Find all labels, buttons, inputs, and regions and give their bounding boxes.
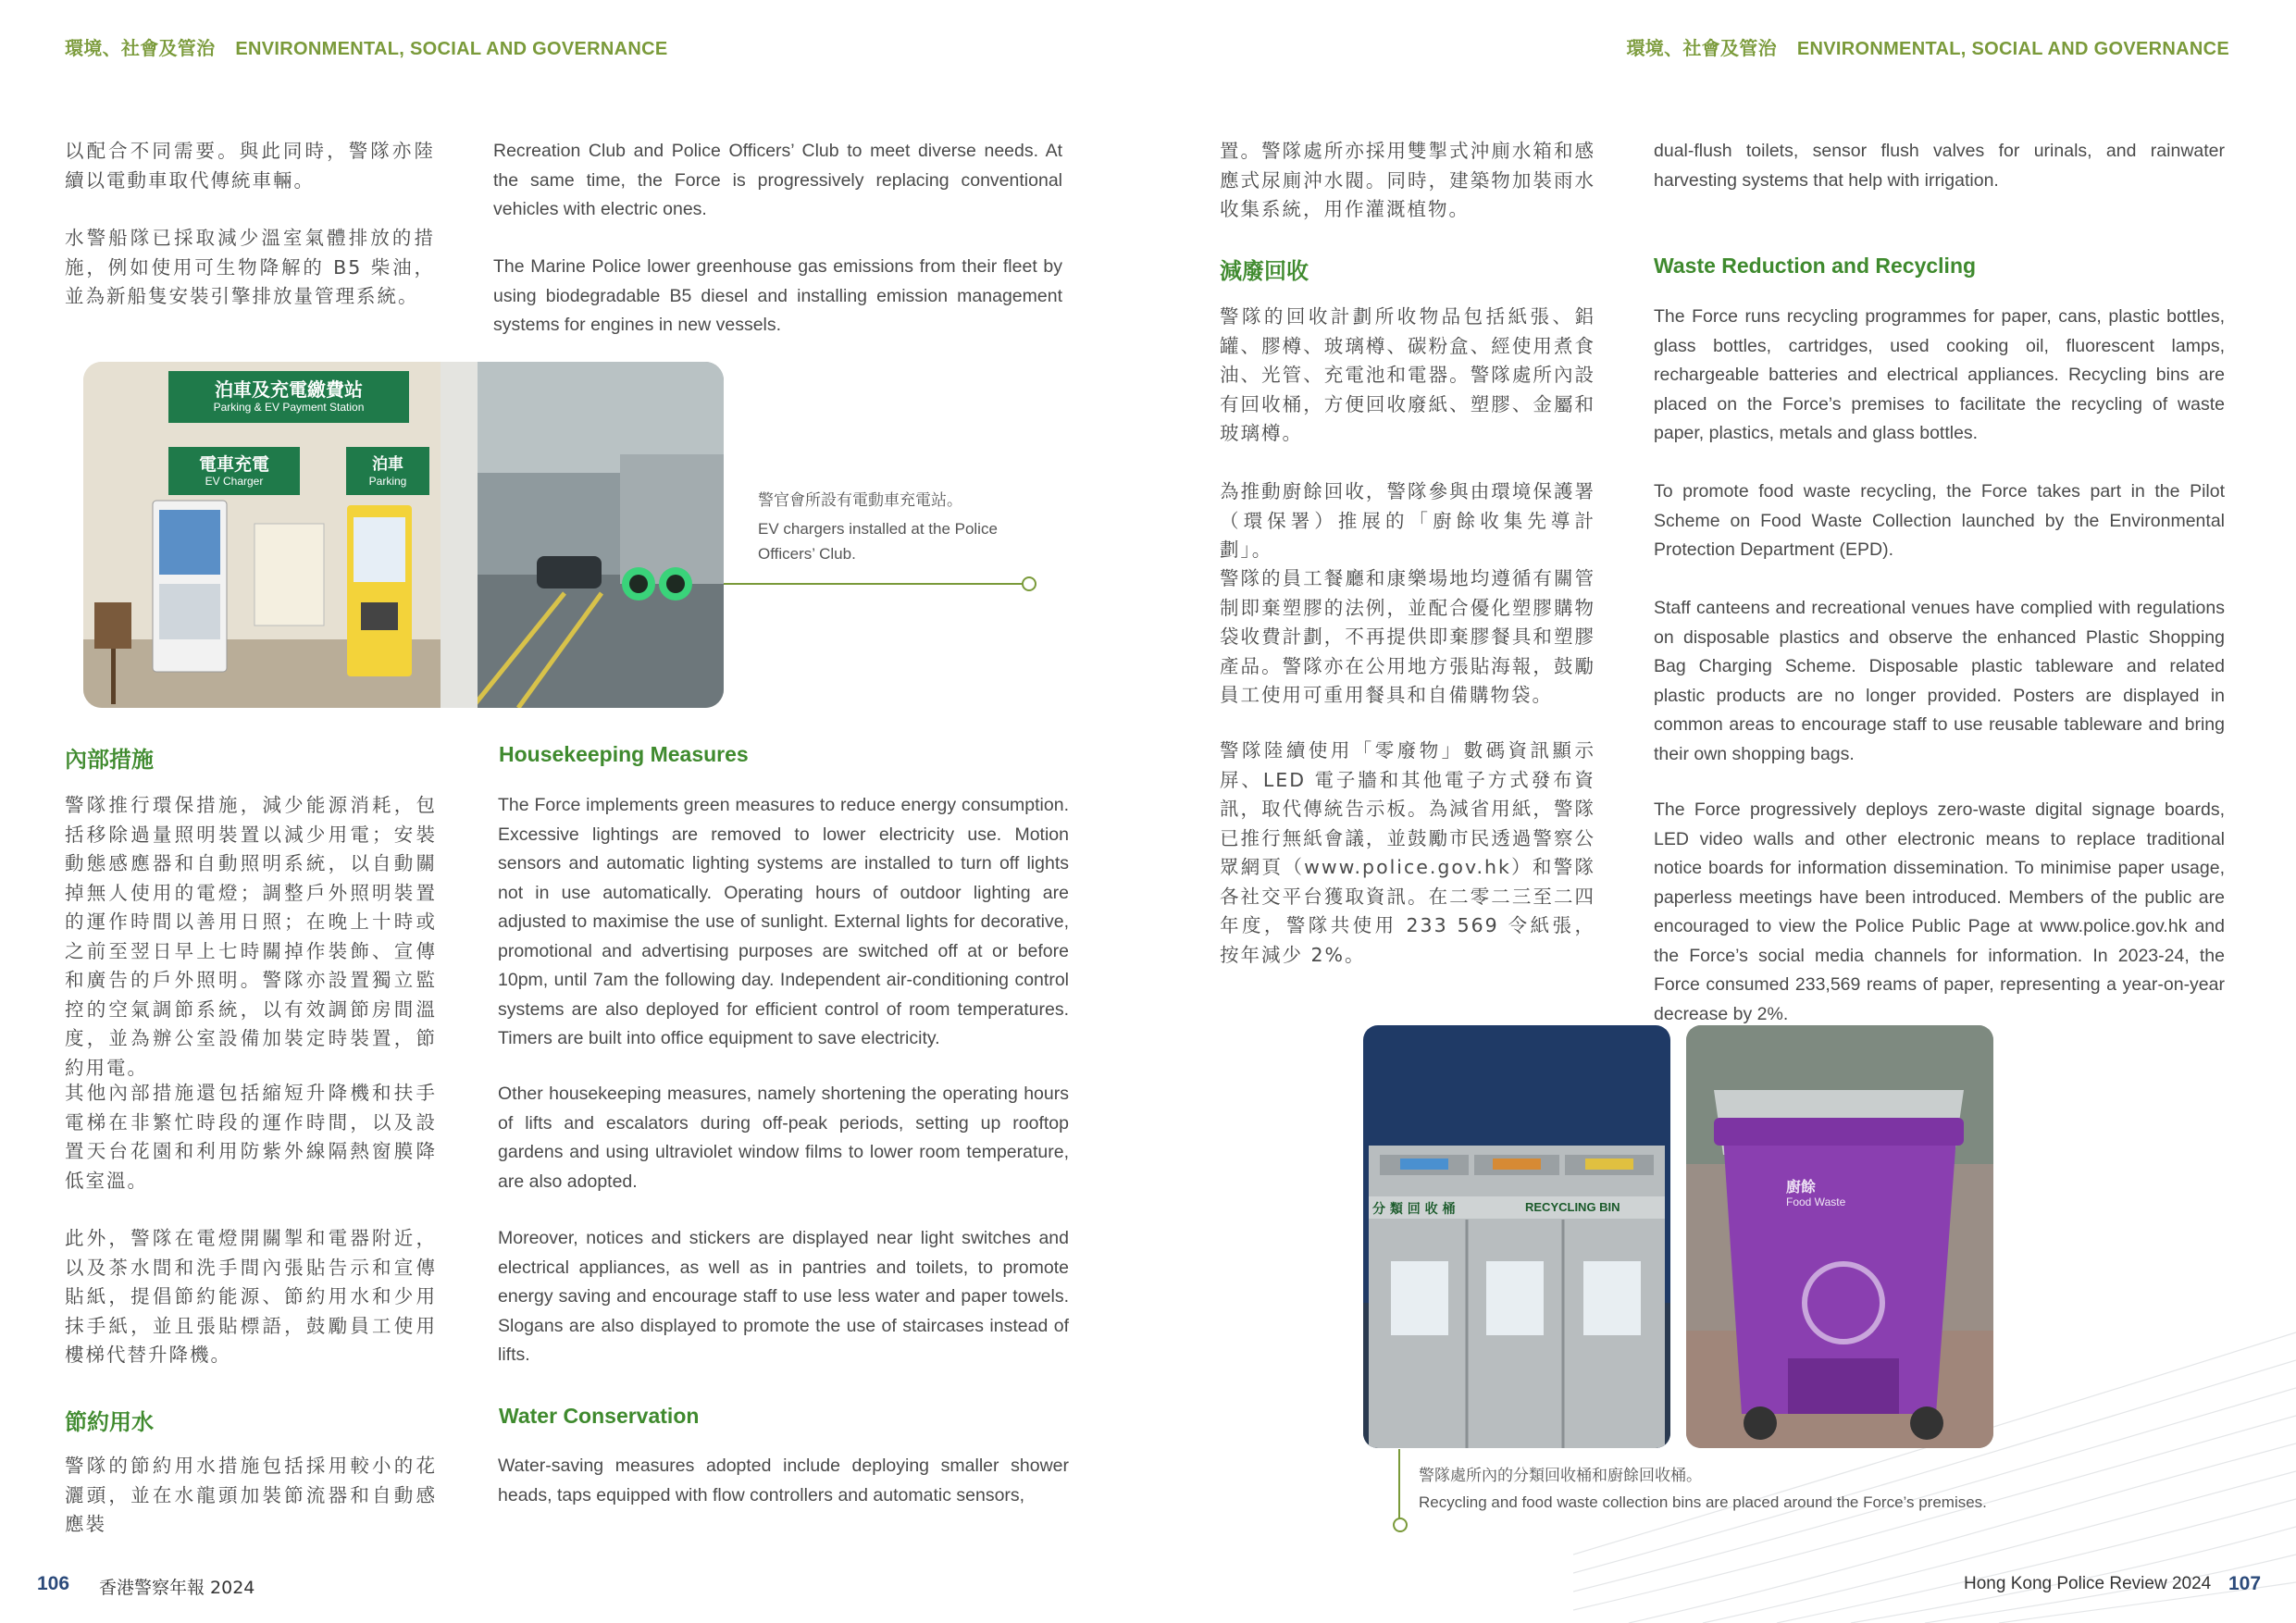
publication-title-right: Hong Kong Police Review 2024 <box>1964 1574 2212 1593</box>
ev-charger-photo <box>83 362 724 708</box>
waste-heading-en: Waste Reduction and Recycling <box>1654 254 1977 278</box>
intro-en-1: Recreation Club and Police Officers’ Club to meet diverse needs. At the same time, the Force is progressively replacing conventional vehicles with electric ones. <box>493 141 1062 219</box>
housekeeping-heading-en: Housekeeping Measures <box>499 742 749 766</box>
bins-caption-zh: 警隊處所內的分類回收桶和廚餘回收桶。 <box>1419 1467 1702 1485</box>
ev-caption-zh: 警官會所設有電動車充電站。 <box>758 491 962 510</box>
publication-title-left: 香港警察年報 2024 <box>99 1578 255 1598</box>
water-zh-1: 警隊的節約用水措施包括採用較小的花灑頭，並在水龍頭加裝節流器和自動感應裝 <box>65 1455 437 1535</box>
bins-caption-leader-dot <box>1393 1518 1408 1532</box>
housekeeping-en-3: Moreover, notices and stickers are displayed near light switches and electrical appliances, as well as in pantries and toilets, to promote energy saving and encourage staff to use less water and paper towels. Slogans are also displayed to promote the use of staircases instead of lifts. <box>498 1228 1069 1365</box>
waste-zh-3: 警隊的員工餐廳和康樂場地均遵循有關管制即棄塑膠的法例，並配合優化塑膠購物袋收費計劃，不再提供即棄膠餐具和塑膠產品。警隊亦在公用地方張貼海報，鼓勵員工使用可重用餐具和自備購物袋。 <box>1220 567 1595 706</box>
recycling-bin-label-en: RECYCLING BIN <box>1525 1200 1620 1214</box>
header-zh: 環境、社會及管治 <box>65 37 216 59</box>
sign-park-en: Parking <box>368 475 407 488</box>
housekeeping-zh-3: 此外，警隊在電燈開關掣和電器附近，以及茶水間和洗手間內張貼告示和宣傳貼紙，提倡節約能源、節約用水和少用抹手紙，並且張貼標語，鼓勵員工使用樓梯代替升降機。 <box>65 1227 437 1366</box>
left-page-header <box>65 33 668 60</box>
food-waste-label-en: Food Waste <box>1786 1196 1846 1208</box>
sign-ev-zh: 電車充電 <box>198 455 269 475</box>
intro-en: dual-flush toilets, sensor flush valves for urinals, and rainwater harvesting systems that help with irrigation. <box>1654 141 2225 191</box>
intro-zh-2: 水警船隊已採取減少溫室氣體排放的措施，例如使用可生物降解的 B5 柴油，並為新船隻安裝引擎排放量管理系統。 <box>65 227 435 307</box>
water-en-1: Water-saving measures adopted include deploying smaller shower heads, taps equipped with flow controllers and automatic sensors, <box>498 1456 1069 1505</box>
waste-zh-4: 警隊陸續使用「零廢物」數碼資訊顯示屏、LED 電子牆和其他電子方式發布資訊，取代傳統告示板。為減省用紙，警隊已推行無紙會議，並鼓勵市民透過警察公眾網頁（www.police.gov.hk）和警隊各社交平台獲取資訊。在二零二三至二四年度，警隊共使用 233 569 令紙張，按年減少 2%。 <box>1220 739 1595 966</box>
intro-zh: 置。警隊處所亦採用雙掣式沖廁水箱和感應式尿廁沖水閥。同時，建築物加裝雨水收集系統，用作灌溉植物。 <box>1220 140 1595 220</box>
water-heading-en: Water Conservation <box>499 1404 700 1428</box>
recycling-bin-photo <box>1363 1025 1670 1448</box>
sign-parking-zh: 泊車及充電繳費站 <box>215 380 363 401</box>
sign-park-zh: 泊車 <box>372 455 403 473</box>
header-zh: 環境、社會及管治 <box>1626 37 1777 59</box>
waste-en-1: The Force runs recycling programmes for paper, cans, plastic bottles, glass bottles, cartridges, used cooking oil, fluorescent lamps, rechargeable batteries and electrical appliances. Recycling bins are placed on the Force’s premises to facilitate the recycling of waste paper, plastics, metals and glass bottles. <box>1654 306 2225 443</box>
waste-en-4: The Force progressively deploys zero-waste digital signage boards, LED video walls and other electronic means to replace traditional notice boards for information dissemination. To minimise paper usage, paperless meetings have been introduced. Members of the public are encouraged to view the Police Public Page at www.police.gov.hk and the Force’s social media channels for information. In 2023-24, the Force consumed 233,569 reams of paper, representing a year-on-year decrease by 2%. <box>1654 799 2225 1024</box>
waste-en-2: To promote food waste recycling, the Force takes part in the Pilot Scheme on Food Waste Collection launched by the Environmental Protection Department (EPD). <box>1654 481 2225 560</box>
caption-leader-line <box>724 583 1029 585</box>
intro-en-2: The Marine Police lower greenhouse gas emissions from their fleet by using biodegradable B5 diesel and installing emission management systems for engines in new vessels. <box>493 256 1062 335</box>
housekeeping-zh-2: 其他內部措施還包括縮短升降機和扶手電梯在非繁忙時段的運作時間，以及設置天台花園和利用防紫外線隔熱窗膜降低室溫。 <box>65 1082 437 1192</box>
waste-en-3: Staff canteens and recreational venues have complied with regulations on disposable plastics and observe the enhanced Plastic Shopping Bag Charging Scheme. Disposable plastic tableware and related plastic products are no longer provided. Posters are displayed in common areas to encourage staff to use reusable tableware and bring their own shopping bags. <box>1654 598 2225 764</box>
bins-caption-en: Recycling and food waste collection bins are placed around the Force’s premises. <box>1419 1493 1987 1511</box>
water-heading-zh: 節約用水 <box>65 1409 154 1435</box>
housekeeping-en-2: Other housekeeping measures, namely shortening the operating hours of lifts and escalators during off-peak periods, setting up rooftop gardens and using ultraviolet window films to lower room temperature, are also adopted. <box>498 1084 1069 1192</box>
food-waste-bin-photo <box>1686 1025 1993 1448</box>
page-number-right: 107 <box>2228 1573 2262 1594</box>
sign-ev-en: EV Charger <box>205 475 264 488</box>
housekeeping-zh-1: 警隊推行環保措施，減少能源消耗，包括移除過量照明裝置以減少用電；安裝動態感應器和自動照明系統，以自動關掉無人使用的電燈；調整戶外照明裝置的運作時間以善用日照；在晚上十時或之前至翌日早上七時關掉作裝飾、宣傳和廣告的戶外照明。警隊亦設置獨立監控的空氣調節系統，以有效調節房間溫度，並為辦公室設備加裝定時裝置，節約用電。 <box>65 794 437 1079</box>
page-number-left: 106 <box>37 1573 70 1594</box>
housekeeping-en-1: The Force implements green measures to reduce energy consumption. Excessive lightings are removed to lower electricity use. Motion sensors and automatic lighting systems are installed to turn off lights not in use automatically. Operating hours of outdoor lighting are adjusted to maximise the use of sunlight. External lights for decorative, promotional and advertising purposes are switched off at or before 10pm, until 7am the following day. Independent air-conditioning control systems are also deployed for efficient control of room temperatures. Timers are built into office equipment to save electricity. <box>498 795 1069 1048</box>
header-en: ENVIRONMENTAL, SOCIAL AND GOVERNANCE <box>235 39 668 59</box>
intro-zh-1: 以配合不同需要。與此同時，警隊亦陸續以電動車取代傳統車輛。 <box>65 140 435 192</box>
housekeeping-heading-zh: 內部措施 <box>65 747 154 773</box>
food-waste-label-zh: 廚餘 <box>1786 1178 1817 1196</box>
ev-caption-en: EV chargers installed at the Police Officers’ Club. <box>758 520 998 563</box>
bins-caption-leader-line <box>1398 1449 1400 1519</box>
waste-heading-zh: 減廢回收 <box>1220 258 1309 284</box>
caption-leader-dot <box>1022 576 1036 591</box>
recycling-bin-label-zh: 分 類 回 收 桶 <box>1372 1202 1456 1217</box>
waste-zh-1: 警隊的回收計劃所收物品包括紙張、鋁罐、膠樽、玻璃樽、碳粉盒、經使用煮食油、光管、充電池和電器。警隊處所內設有回收桶，方便回收廢紙、塑膠、金屬和玻璃樽。 <box>1220 305 1595 444</box>
right-page-header <box>1626 33 2229 60</box>
header-en: ENVIRONMENTAL, SOCIAL AND GOVERNANCE <box>1796 39 2229 59</box>
waste-zh-2: 為推動廚餘回收，警隊參與由環境保護署（環保署）推展的「廚餘收集先導計劃」。 <box>1220 480 1595 561</box>
sign-parking-en: Parking & EV Payment Station <box>213 401 365 414</box>
